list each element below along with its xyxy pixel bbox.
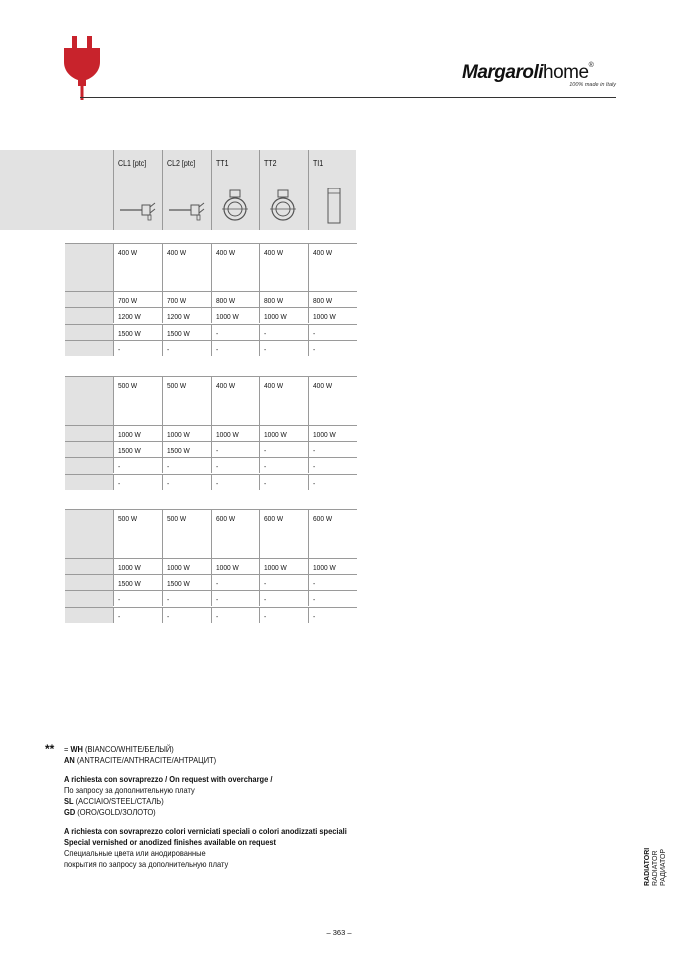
table-cell: - xyxy=(162,590,211,606)
table-cell: - xyxy=(259,590,308,606)
brand-logo xyxy=(462,62,622,94)
table-cell: - xyxy=(211,590,260,606)
table-cell: 1000 W xyxy=(211,307,260,323)
table-cell: - xyxy=(308,324,357,340)
table-cell: 1000 W xyxy=(162,558,211,574)
column-header-cl2: CL2 [ptc] xyxy=(162,150,211,230)
table-cell: 800 W xyxy=(259,291,308,307)
table-cell: 1000 W xyxy=(162,425,211,441)
table-cell: 1500 W xyxy=(113,441,162,457)
table-cell: - xyxy=(162,457,211,473)
note-special-ru-2: покрытия по запросу за дополнительную плату xyxy=(64,859,229,869)
table-cell: - xyxy=(113,340,162,356)
table-cell: 1000 W xyxy=(113,558,162,574)
table-cell: - xyxy=(259,441,308,457)
table-cell: 1500 W xyxy=(162,441,211,457)
table-cell: 1500 W xyxy=(113,574,162,590)
table-cell: - xyxy=(211,607,260,623)
table-cell: 1000 W xyxy=(259,425,308,441)
table-cell: 1000 W xyxy=(308,558,357,574)
table-cell: - xyxy=(308,441,357,457)
note-overcharge-2: По запросу за дополнительную плату xyxy=(64,785,195,795)
table-cell: 1200 W xyxy=(113,307,162,323)
table-cell: 1000 W xyxy=(308,425,357,441)
table-cell: 400 W xyxy=(211,243,260,291)
table-cell: 1000 W xyxy=(113,425,162,441)
side-label-ru: РАДИАТОР xyxy=(660,848,667,886)
table-cell: - xyxy=(162,340,211,356)
note-overcharge-1: A richiesta con sovraprezzo / On request with overcharge / xyxy=(64,774,273,784)
side-label-it: RADIATORI xyxy=(644,847,651,886)
table-cell: 1500 W xyxy=(162,324,211,340)
table-cell: 400 W xyxy=(259,376,308,425)
table-cell: 1000 W xyxy=(211,425,260,441)
thermostat-knob-icon xyxy=(216,188,258,224)
table-cell: - xyxy=(259,340,308,356)
table-cell: - xyxy=(211,324,260,340)
plug-icon xyxy=(62,36,102,100)
note-special-it: A richiesta con sovraprezzo colori verniciati speciali o colori anodizzati speciali xyxy=(64,826,347,836)
table-cell: - xyxy=(162,474,211,490)
table-cell: 600 W xyxy=(211,509,260,558)
table-cell: 800 W xyxy=(211,291,260,307)
table-cell: - xyxy=(308,574,357,590)
table-cell: - xyxy=(113,457,162,473)
table-cell: 1000 W xyxy=(308,307,357,323)
table-cell: 500 W xyxy=(113,376,162,425)
table-cell: - xyxy=(113,474,162,490)
side-label-en: RADIATOR xyxy=(652,850,659,886)
note-sl: SL (ACCIAIO/STEEL/СТАЛЬ) xyxy=(64,796,164,806)
table-cell: 400 W xyxy=(259,243,308,291)
table-cell: 800 W xyxy=(308,291,357,307)
header-rule xyxy=(80,97,616,98)
table-cell: 400 W xyxy=(308,243,357,291)
cable-plug-icon xyxy=(118,188,160,224)
table-cell: - xyxy=(308,474,357,490)
table-cell: - xyxy=(308,457,357,473)
table-cell: 400 W xyxy=(211,376,260,425)
table-cell: 1500 W xyxy=(113,324,162,340)
section-side-label xyxy=(644,846,678,894)
table-cell: - xyxy=(211,441,260,457)
table-cell: - xyxy=(211,340,260,356)
table-cell: - xyxy=(211,474,260,490)
note-special-en: Special vernished or anodized finishes available on request xyxy=(64,837,277,847)
table-cell: 400 W xyxy=(162,243,211,291)
table-cell: - xyxy=(211,457,260,473)
brand-name: Margarolihome® xyxy=(462,62,594,83)
table-cell: 500 W xyxy=(162,376,211,425)
table-cell: 400 W xyxy=(308,376,357,425)
column-header-tt1: TT1 xyxy=(211,150,260,230)
column-header-cl1: CL1 [ptc] xyxy=(113,150,162,230)
note-gd: GD (ORO/GOLD/ЗОЛОТО) xyxy=(64,807,156,817)
table-cell: - xyxy=(308,607,357,623)
table-cell: 600 W xyxy=(259,509,308,558)
table-cell: - xyxy=(259,607,308,623)
table-cell: 500 W xyxy=(162,509,211,558)
table-cell: - xyxy=(259,474,308,490)
footnote-stars: ** xyxy=(45,742,55,756)
table-cell: 500 W xyxy=(113,509,162,558)
table-cell: - xyxy=(259,324,308,340)
cylinder-heater-icon xyxy=(313,188,355,224)
table-cell: 1000 W xyxy=(211,558,260,574)
table-cell: - xyxy=(162,607,211,623)
block-band-2 xyxy=(65,376,113,490)
cable-plug-icon xyxy=(167,188,209,224)
note-an: AN (ANTRACITE/ANTHRACITE/АНТРАЦИТ) xyxy=(64,755,217,765)
table-cell: - xyxy=(113,607,162,623)
table-cell: 1000 W xyxy=(259,558,308,574)
note-special-ru-1: Специальные цвета или анодированные xyxy=(64,848,206,858)
column-header-ti1: TI1 xyxy=(308,150,357,230)
table-cell: - xyxy=(259,457,308,473)
table-cell: - xyxy=(308,590,357,606)
note-wh: = WH (BIANCO/WHITE/БЕЛЫЙ) xyxy=(64,744,174,754)
table-cell: 700 W xyxy=(113,291,162,307)
finish-notes xyxy=(45,744,445,870)
thermostat-knob-icon xyxy=(264,188,306,224)
table-cell: 600 W xyxy=(308,509,357,558)
table-cell: - xyxy=(259,574,308,590)
brand-tagline: 100% made in Italy xyxy=(569,82,616,88)
table-cell: - xyxy=(113,590,162,606)
block-band-3 xyxy=(65,509,113,623)
table-cell: 700 W xyxy=(162,291,211,307)
table-cell: 1200 W xyxy=(162,307,211,323)
table-cell: 1500 W xyxy=(162,574,211,590)
table-cell: 1000 W xyxy=(259,307,308,323)
table-cell: - xyxy=(308,340,357,356)
page-number: – 363 – xyxy=(326,928,352,937)
table-cell: 400 W xyxy=(113,243,162,291)
column-header-tt2: TT2 xyxy=(259,150,308,230)
table-cell: - xyxy=(211,574,260,590)
